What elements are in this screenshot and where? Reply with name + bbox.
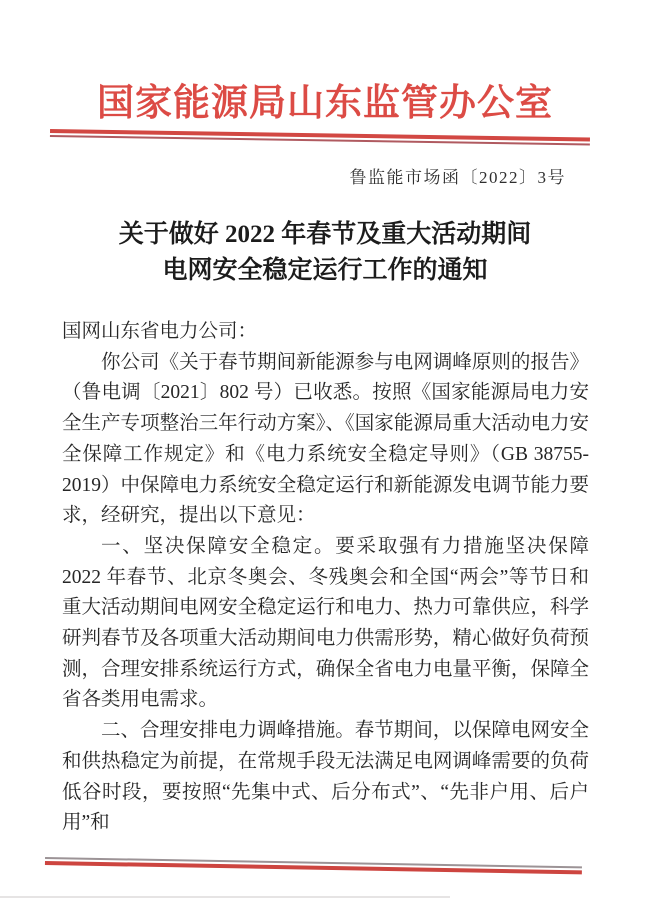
body-paragraph: 二、合理安排电力调峰措施。春节期间，以保障电网安全和供热稳定为前提，在常规手段无法满足电网调峰需要的负荷低谷时段，要按照“先集中式、后分布式”、“先非户用、后户用”和 — [62, 720, 589, 834]
document-body — [62, 317, 589, 839]
body-paragraph: 你公司《关于春节期间新能源参与电网调峰原则的报告》（鲁电调〔2021〕802 号）已收悉。按照《国家能源局电力安全生产专项整治三年行动方案》、《国家能源局重大活动电力安全保障工作规定》和《电力系统安全稳定导则》（GB 38755-2019）中保障电力系统安全稳定运行和新能源发电调节能力要求，经研究，提出以下意见： — [62, 351, 589, 527]
letterhead-separator-rule — [50, 129, 590, 145]
scan-artifact-line — [0, 896, 450, 898]
body-paragraph: 一、坚决保障安全稳定。要采取强有力措施坚决保障 2022 年春节、北京冬奥会、冬残奥会和全国“两会”等节日和重大活动期间电网安全稳定运行和电力、热力可靠供应，科学研判春节及各项重大活动期间电力供需形势，精心做好负荷预测，合理安排系统运行方式，确保全省电力电量平衡，保障全省各类用电需求。 — [62, 535, 589, 711]
footer-separator-rule — [45, 857, 582, 874]
document-reference-number: 鲁监能市场函〔2022〕3号 — [349, 168, 566, 187]
document-title-line1: 关于做好 2022 年春节及重大活动期间 — [118, 221, 532, 248]
document-title-line2: 电网安全稳定运行工作的通知 — [162, 257, 488, 284]
document-title — [0, 217, 650, 289]
letterhead-agency-name: 国家能源局山东监管办公室 — [97, 83, 553, 124]
salutation: 国网山东省电力公司： — [62, 321, 258, 342]
